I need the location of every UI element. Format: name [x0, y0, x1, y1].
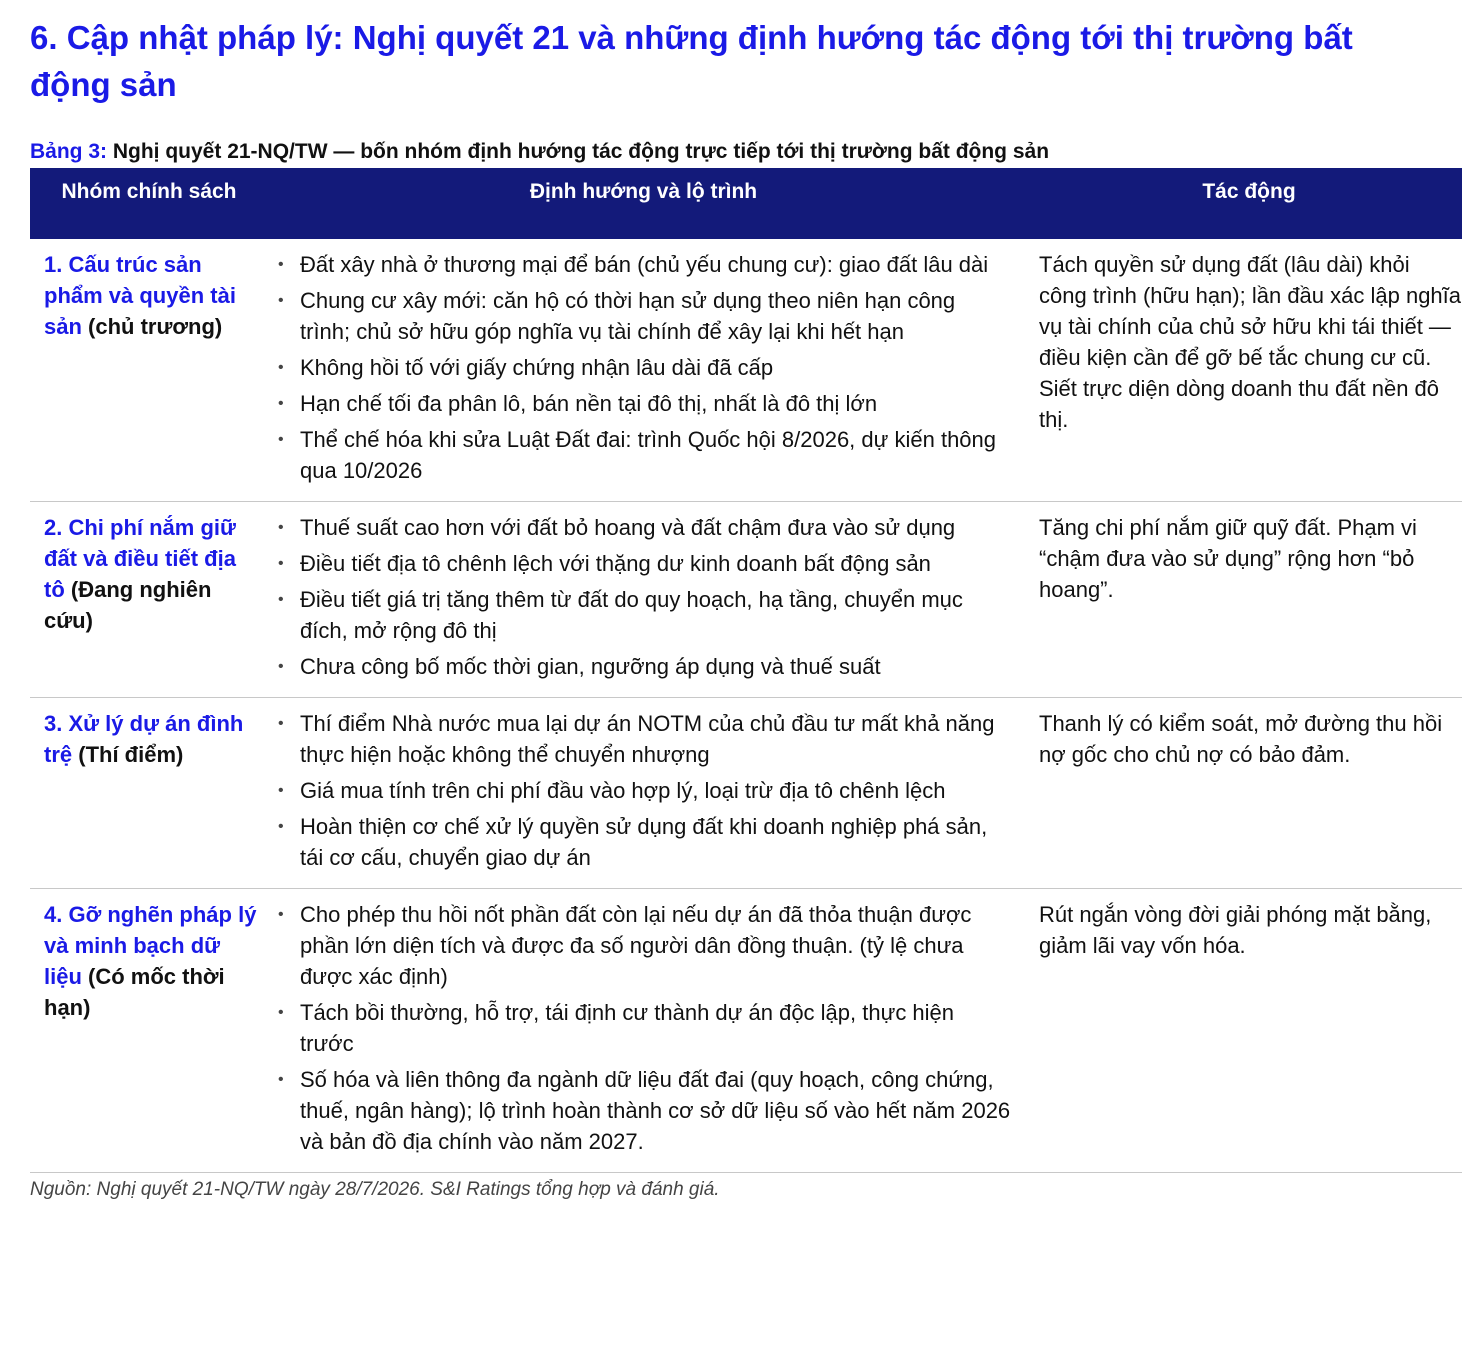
table-caption	[30, 139, 1462, 165]
direction-item: • Cho phép thu hồi nốt phần đất còn lại nếu dự án đã thỏa thuận được phần lớn diện tích và được đa số người dân đồng thuận. (tỷ lệ chưa được xác định)	[300, 899, 1011, 992]
policy-group-title: 3. Xử lý dự án đình trệ	[44, 711, 244, 767]
policy-group-title: 2. Chi phí nắm giữ đất và điều tiết địa tô	[44, 515, 236, 602]
policy-group-status: (Đang nghiên cứu)	[44, 577, 212, 633]
impact-cell: Tách quyền sử dụng đất (lâu dài) khỏi công trình (hữu hạn); lần đầu xác lập nghĩa vụ tài chính của chủ sở hữu khi tái thiết — điều kiện cần để gỡ bế tắc chung cư cũ. Siết trực diện dòng doanh thu đất nền đô thị.	[1039, 252, 1462, 432]
direction-item: • Chung cư xây mới: căn hộ có thời hạn sử dụng theo niên hạn công trình; chủ sở hữu góp nghĩa vụ tài chính để xây lại khi hết hạn	[300, 285, 1011, 347]
header-policy-group: Nhóm chính sách	[30, 168, 266, 239]
impact-cell: Tăng chi phí nắm giữ quỹ đất. Phạm vi “chậm đưa vào sử dụng” rộng hơn “bỏ hoang”.	[1021, 502, 1462, 698]
direction-list	[276, 512, 1011, 682]
header-impact: Tác động	[1021, 168, 1462, 239]
policy-group-cell	[30, 502, 266, 698]
policy-group-status: (Thí điểm)	[78, 742, 184, 767]
policy-group-cell	[30, 239, 266, 502]
direction-cell	[266, 502, 1021, 698]
table-header-row	[30, 168, 1462, 239]
policy-group-cell	[30, 889, 266, 1173]
direction-list	[276, 708, 1011, 873]
policy-group-title: 4. Gỡ nghẽn pháp lý và minh bạch dữ liệu	[44, 902, 257, 989]
direction-item: • Điều tiết địa tô chênh lệch với thặng dư kinh doanh bất động sản	[300, 548, 1011, 579]
direction-item: • Hạn chế tối đa phân lô, bán nền tại đô thị, nhất là đô thị lớn	[300, 388, 1011, 419]
direction-cell	[266, 239, 1021, 502]
direction-item: • Đất xây nhà ở thương mại để bán (chủ yếu chung cư): giao đất lâu dài	[300, 249, 1011, 280]
impact-cell: Thanh lý có kiểm soát, mở đường thu hồi nợ gốc cho chủ nợ có bảo đảm.	[1021, 698, 1462, 889]
policy-group-status: (Có mốc thời hạn)	[44, 964, 225, 1020]
direction-list	[276, 249, 1011, 486]
impact-cell: Rút ngắn vòng đời giải phóng mặt bằng, giảm lãi vay vốn hóa.	[1021, 889, 1462, 1173]
direction-item: • Hoàn thiện cơ chế xử lý quyền sử dụng đất khi doanh nghiệp phá sản, tái cơ cấu, chuyển giao dự án	[300, 811, 1011, 873]
direction-item: • Giá mua tính trên chi phí đầu vào hợp lý, loại trừ địa tô chênh lệch	[300, 775, 1011, 806]
table-caption-text: Nghị quyết 21-NQ/TW — bốn nhóm định hướng tác động trực tiếp tới thị trường bất động sản	[112, 140, 1050, 163]
policy-group-cell	[30, 698, 266, 889]
direction-item: • Chưa công bố mốc thời gian, ngưỡng áp dụng và thuế suất	[300, 651, 1011, 682]
source-note: Nguồn: Nghị quyết 21-NQ/TW ngày 28/7/2026. S&I Ratings tổng hợp và đánh giá.	[30, 1179, 720, 1200]
direction-item: • Không hồi tố với giấy chứng nhận lâu dài đã cấp	[300, 352, 1011, 383]
direction-list	[276, 899, 1011, 1157]
direction-cell	[266, 889, 1021, 1173]
header-direction-roadmap: Định hướng và lộ trình	[266, 168, 1021, 239]
table-row	[30, 889, 1462, 1173]
direction-item: • Thể chế hóa khi sửa Luật Đất đai: trình Quốc hội 8/2026, dự kiến thông qua 10/2026	[300, 424, 1011, 486]
table-row	[30, 502, 1462, 698]
policy-table	[30, 168, 1462, 1173]
direction-item: • Điều tiết giá trị tăng thêm từ đất do quy hoạch, hạ tầng, chuyển mục đích, mở rộng đô thị	[300, 584, 1011, 646]
direction-item: • Thí điểm Nhà nước mua lại dự án NOTM của chủ đầu tư mất khả năng thực hiện hoặc không thể chuyển nhượng	[300, 708, 1011, 770]
table-caption-label: Bảng 3:	[30, 140, 108, 163]
section-title: 6. Cập nhật pháp lý: Nghị quyết 21 và những định hướng tác động tới thị trường bất động sản	[30, 19, 1353, 103]
direction-item: • Tách bồi thường, hỗ trợ, tái định cư thành dự án độc lập, thực hiện trước	[300, 997, 1011, 1059]
policy-group-status: (chủ trương)	[88, 314, 223, 339]
direction-cell	[266, 698, 1021, 889]
direction-item: • Thuế suất cao hơn với đất bỏ hoang và đất chậm đưa vào sử dụng	[300, 512, 1011, 543]
table-row	[30, 239, 1462, 502]
table-row	[30, 698, 1462, 889]
policy-group-title: 1. Cấu trúc sản phẩm và quyền tài sản	[44, 252, 236, 339]
direction-item: • Số hóa và liên thông đa ngành dữ liệu đất đai (quy hoạch, công chứng, thuế, ngân hàng); lộ trình hoàn thành cơ sở dữ liệu số vào hết năm 2026 và bản đồ địa chính vào năm 2027.	[300, 1064, 1011, 1157]
